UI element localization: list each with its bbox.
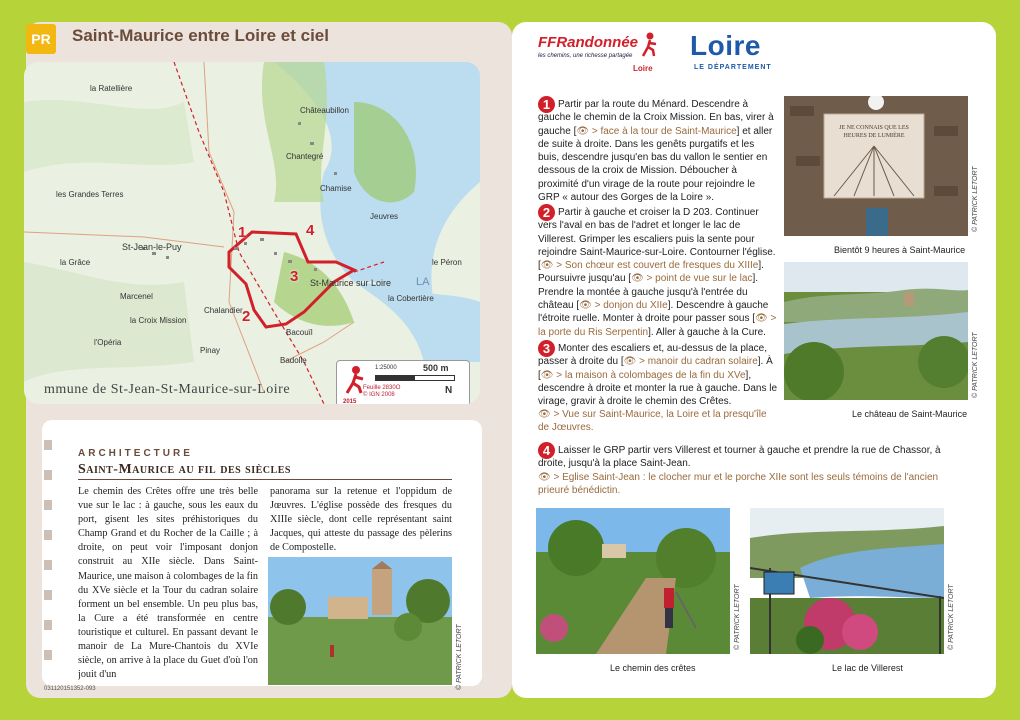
caption-castle: Le château de Saint-Maurice — [852, 409, 968, 419]
map-label: Châteaubillon — [300, 106, 349, 115]
scale-distance: 500 m — [423, 363, 449, 373]
step-1-text: Partir par la route du Ménard. Descendre à gauche le chemin de la Croix Mission. En bas, virer à gauche [👁 > face à la tour de Saint-Maurice] et aller de suite à droite. Dans les genêts purgatifs et les buis, descendre jusqu'en bas du vallon le sentier en dessous de la croix de Mission. Déboucher à proximité d'un virage de la route pour rejoindre le GRP « autour des Gorges de la Loire ». — [538, 99, 774, 204]
map-label: LA — [416, 276, 430, 288]
north-arrow-icon: N — [445, 385, 453, 396]
caption-lake: Le lac de Villerest — [832, 663, 903, 673]
map-terrain — [24, 62, 480, 404]
architecture-column-2: panorama sur la retenue et l'oppidum de Jœuvres. L'église possède des fresques du XIIIe siècle, dont celle représentant saint Jacques, qui atteste du passage des pèlerins de Compostelle. — [270, 486, 452, 554]
ffr-tagline: les chemins, une richesse partagée — [538, 53, 633, 59]
waypoint-1: 1 — [238, 224, 247, 241]
map-label: les Grandes Terres — [56, 190, 124, 199]
map-label: Pinay — [200, 346, 221, 355]
map-label: St-Maurice sur Loire — [310, 278, 392, 288]
map-label: Marcenel — [120, 292, 153, 301]
document-code: 031120151352-093 — [44, 686, 96, 692]
waypoint-3: 3 — [290, 268, 299, 285]
pr-badge: PR — [26, 24, 56, 54]
commune-label: mmune de St-Jean-St-Maurice-sur-Loire — [44, 382, 291, 397]
map-year: 2015 — [343, 399, 357, 404]
step-4-text: Laisser le GRP partir vers Villerest et tourner à gauche et prendre la rue de Chassor, à droite, jusqu'à la place Saint-Jean. — [538, 445, 941, 470]
divider — [78, 479, 452, 480]
step-2-text: Partir à gauche et croiser la D 203. Continuer vers l'aval en bas de l'adret et longer le lac de Villerest. Grimper les escaliers puis la sente pour rejoindre Saint-Maurice-sur-Loire. Contourner l'église.[👁 > Son chœur est couvert de fresques du XIIIe]. Poursuivre jusqu'au [👁 > point de vue sur le lac]. Prendre la montée à gauche jusqu'à l'entrée du château [👁 > donjon du XIIe]. Descendre à gauche l'étroite ruelle. Monter à droite pour passer sous [👁 > la porte du Ris Serpentin]. Aller à gauche à la Cure. — [538, 207, 777, 338]
lake-photo — [750, 508, 944, 654]
caption-sundial: Bientôt 9 heures à Saint-Maurice — [834, 245, 966, 255]
step-number: 1 — [538, 96, 555, 113]
route-map — [24, 62, 480, 404]
architecture-column-1: Le chemin des Crêtes offre une très belle vue sur le lac : à gauche, sous les eaux du port, gisent les sites préhistoriques du Champ Grand et du Rocher de la Caille ; à droite, on peut voir l'imposant donjon construit au XIIe siècle. Dans Saint-Maurice, une maison à colombages de la fin du XVe siècle et la Tour du cadran solaire forment un bel ensemble. Un peu plus bas, la Cure a été transformée en centre touristique et culturel. En passant devant le manoir de La Mure-Chantois du XVIe siècle, on arrive à la place du Guet d'où l'on jouit d'un — [78, 486, 258, 681]
map-source: Feuille 2830O © IGN 2008 — [363, 385, 401, 398]
step-4-viewpoint: 👁 > Eglise Saint-Jean : le clocher mur et le porche XIIe sont les seuls témoins de l'ancien prieuré bénédictin. — [538, 472, 939, 497]
hiker-icon — [640, 32, 658, 58]
map-label: Chamise — [320, 184, 352, 193]
scale-ratio: 1:25000 — [375, 365, 397, 371]
map-scale-box — [336, 360, 470, 404]
step-3-text: Monter des escaliers et, au-dessus de la place, passer à droite du [👁 > manoir du cadran solaire]. À [👁 > la maison à colombages de la fin du XVe], descendre à droite et monter la rue à gauche. Dans le virage, gravir à droite le chemin des Crêtes. — [538, 343, 778, 408]
photo-credit: © PATRICK LETORT — [972, 166, 979, 232]
map-label: Bacouïl — [286, 328, 313, 337]
waypoint-2: 2 — [242, 308, 251, 325]
map-label: St-Jean-le-Puy — [122, 242, 182, 252]
scale-bar — [375, 375, 455, 381]
step-3-viewpoint: 👁 > Vue sur Saint-Maurice, la Loire et la presqu'île de Jœuvres. — [538, 409, 767, 434]
castle-photo — [784, 262, 968, 400]
loire-logo: Loire — [690, 30, 761, 61]
map-label: la Croix Mission — [130, 316, 187, 325]
map-label: la Ratellière — [90, 84, 133, 93]
map-label: Chalandier — [204, 306, 243, 315]
map-label: le Péron — [432, 258, 462, 267]
architecture-kicker: ARCHITECTURE — [78, 448, 193, 459]
map-label: Jeuvres — [370, 212, 399, 221]
architecture-title: Saint-Maurice au fil des siècles — [78, 462, 291, 477]
caption-crests: Le chemin des crêtes — [610, 663, 696, 673]
ffrandonnee-logo: FFRandonnée — [538, 34, 638, 51]
photo-credit: © PATRICK LETORT — [456, 624, 463, 690]
ffr-region: Loire — [633, 64, 653, 73]
map-label: l'Opéria — [94, 338, 122, 347]
crests-photo — [536, 508, 730, 654]
map-label: la Grâce — [60, 258, 91, 267]
photo-credit: © PATRICK LETORT — [972, 332, 979, 398]
loire-department: LE DÉPARTEMENT — [694, 64, 772, 71]
photo-credit: © PATRICK LETORT — [734, 584, 741, 650]
sundial-photo — [784, 96, 968, 236]
photo-credit: © PATRICK LETORT — [948, 584, 955, 650]
decorative-strip — [42, 440, 54, 670]
step-number: 2 — [538, 204, 555, 221]
page-title: Saint-Maurice entre Loire et ciel — [72, 26, 329, 45]
step-number: 4 — [538, 442, 555, 459]
map-label: Chantegré — [286, 152, 324, 161]
waypoint-4: 4 — [306, 222, 315, 239]
village-photo — [268, 557, 452, 685]
step-number: 3 — [538, 340, 555, 357]
sundial-inscription: JE NE CONNAIS QUE LES HEURES DE LUMIÈRE — [839, 125, 909, 139]
map-label: la Cobertière — [388, 294, 434, 303]
map-label: Badolle — [280, 356, 307, 365]
